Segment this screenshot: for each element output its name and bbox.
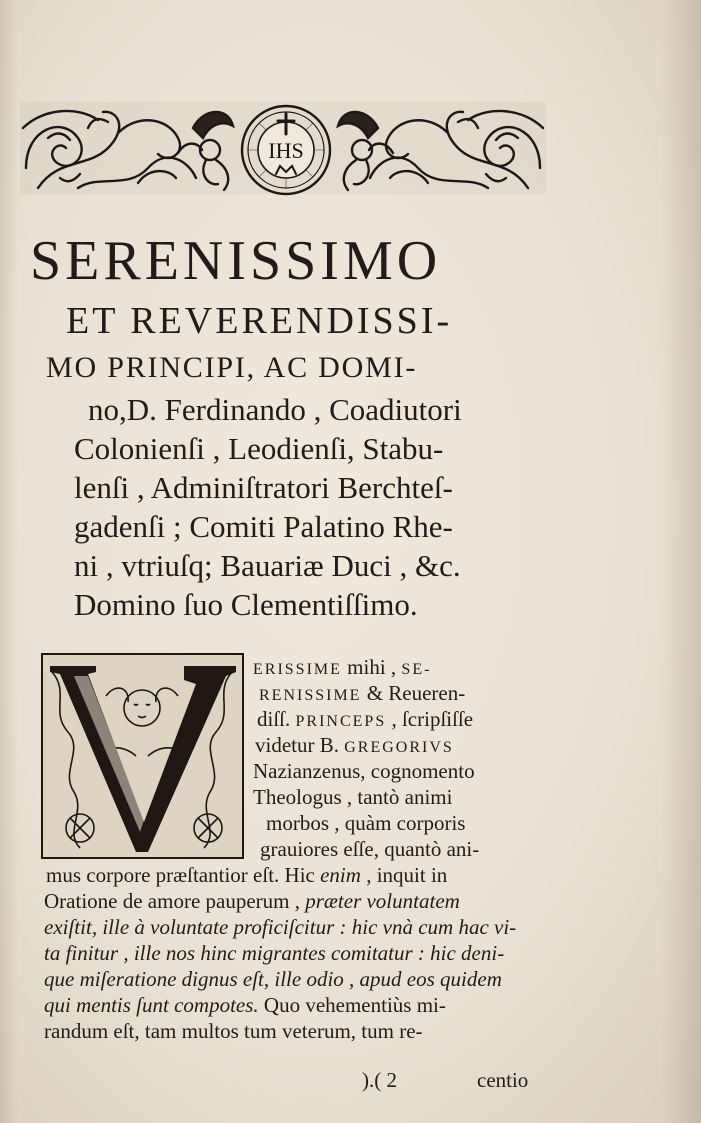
title-line-5: Colonienſi , Leodienſi, Stabu- <box>74 431 444 466</box>
title-line-3: MO PRINCIPI, AC DOMI- <box>46 351 418 384</box>
decorated-initial-icon <box>40 652 245 860</box>
text-line-italic: ta finitur , ille nos hinc migrantes comitatur : hic deni- <box>44 941 505 965</box>
title-line-9: Domino ſuo Clementiſſimo. <box>74 587 418 622</box>
text-line: morbos , quàm corporis <box>266 811 466 835</box>
text-line: grauiores eſſe, quantò ani- <box>260 837 480 861</box>
text-span: & Reueren- <box>361 681 466 705</box>
text-line <box>46 862 447 888</box>
small-caps-word: RENISSIME <box>259 687 362 704</box>
text-span: mihi , <box>341 655 402 679</box>
text-line <box>259 680 465 706</box>
text-line <box>44 888 460 914</box>
text-line <box>255 732 454 758</box>
title-line-2: ET REVERENDISSI- <box>66 300 453 342</box>
dedication-heading <box>30 226 550 624</box>
title-line-8: ni , vtriuſq; Bauariæ Duci , &c. <box>74 548 461 583</box>
text-line: Nazianzenus, cognomento <box>253 759 475 783</box>
small-caps-word: ERISSIME <box>253 661 342 678</box>
title-line-7: gadenſi ; Comiti Palatino Rhe- <box>74 509 453 544</box>
text-line <box>253 654 431 680</box>
small-caps-word: SE- <box>401 661 432 678</box>
title-line-4: no,D. Ferdinando , Coadiutori <box>88 392 462 427</box>
text-span: , ſcripſiſſe <box>386 707 474 731</box>
catchword: centio <box>477 1068 529 1092</box>
ihs-monogram: IHS <box>268 138 304 163</box>
text-span: videtur B. <box>255 733 345 757</box>
italic-span: qui mentis ſunt compotes. <box>44 993 259 1017</box>
text-span: Oratione de amore pauperum , <box>44 889 306 913</box>
small-caps-word: PRINCEPS <box>295 713 387 730</box>
small-caps-word: GREGORIVS <box>344 739 454 756</box>
title-line-6: lenſi , Adminiſtratori Berchteſ- <box>74 470 453 505</box>
text-line: randum eſt, tam multos tum veterum, tum re- <box>44 1019 423 1043</box>
text-line-italic: que miſeratione dignus eſt, ille odio , apud eos quidem <box>44 967 502 991</box>
signature-mark: ).( 2 <box>362 1068 397 1092</box>
text-line: Theologus , tantò animi <box>253 785 453 809</box>
italic-word: enim <box>320 863 361 887</box>
text-line <box>257 706 473 732</box>
text-span: diſſ. <box>257 707 296 731</box>
title-line-1: SERENISSIMO <box>30 230 442 292</box>
headpiece-ornament <box>18 98 548 198</box>
text-span: mus corpore præſtantior eſt. Hic <box>46 863 321 887</box>
text-line <box>44 992 446 1018</box>
text-span: , inquit in <box>360 863 448 887</box>
text-line-italic: exiſtit, ille à voluntate proficiſcitur : hic vnà cum hac vi- <box>44 915 517 939</box>
text-span: Quo vehementiùs mi- <box>258 993 446 1017</box>
italic-span: præter voluntatem <box>305 889 460 913</box>
